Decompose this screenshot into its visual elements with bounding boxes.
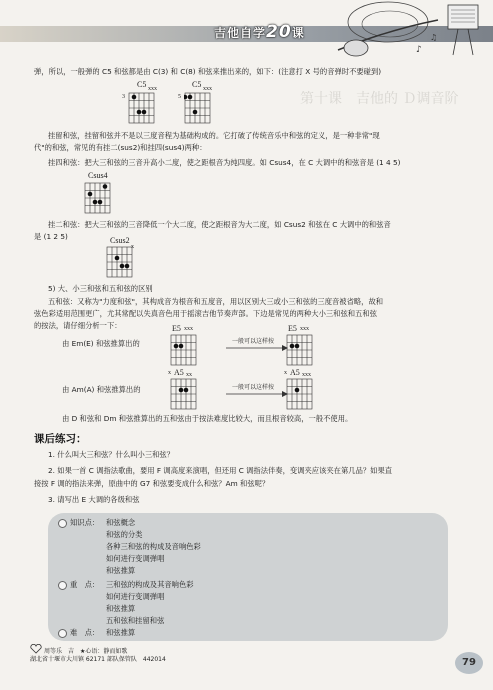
muted-marks: x bbox=[284, 370, 287, 376]
paragraph: 弦色彩适用范围更广，尤其常配以失真音色用于摇滚吉他节奏声部。下边是常见的两种大小三和弦和五和弦 bbox=[34, 309, 377, 318]
muted-marks: xxx bbox=[148, 86, 157, 92]
em-derivation-label: 由 Em(E) 和弦推算出的 bbox=[62, 339, 140, 348]
key-points-label: 重 点： bbox=[70, 580, 100, 589]
chord-name: E5 bbox=[288, 324, 297, 333]
am-derivation-label: 由 Am(A) 和弦推算出的 bbox=[62, 385, 141, 394]
exercise-question: 1. 什么叫大三和弦？什么叫小三和弦？ bbox=[48, 450, 175, 459]
chord-name: C5 bbox=[192, 80, 202, 89]
chord-diagram bbox=[286, 334, 316, 368]
muted-marks: xxx bbox=[302, 372, 311, 378]
summary-item: 各种三和弦的构成及音响色彩 bbox=[106, 542, 201, 551]
paragraph: 挂留和弦，挂留和弦并不是以三度音程为基础构成的。它打破了传统音乐中和弦的定义，是一种非常"现 bbox=[48, 131, 380, 140]
guitar-music-illustration bbox=[318, 0, 493, 62]
exercise-question: 3. 请写出 E 大调的各级和弦 bbox=[48, 495, 140, 504]
arrow-caption: 一般可以这样按 bbox=[232, 384, 275, 391]
muted-marks: xxx bbox=[300, 326, 309, 332]
bullet-icon bbox=[58, 519, 67, 528]
chord-diagram bbox=[84, 182, 114, 216]
summary-item: 和弦概念 bbox=[106, 518, 136, 527]
chord-diagram bbox=[106, 246, 136, 280]
summary-item: 如何进行变调弹唱 bbox=[106, 554, 165, 563]
paragraph: 是 (1 2 5) bbox=[34, 232, 68, 241]
lesson-summary-box bbox=[48, 513, 448, 641]
arrow-caption: 一般可以这样按 bbox=[232, 338, 275, 345]
title-suffix: 课 bbox=[291, 26, 305, 40]
chord-diagram bbox=[170, 334, 200, 368]
footer-line: 湖北省十堰市大川镇 62171 部队保管队 442014 bbox=[30, 656, 166, 663]
summary-item: 和弦推算 bbox=[106, 628, 136, 637]
chord-name: C5 bbox=[137, 80, 147, 89]
paragraph: 五和弦：又称为"力度和弦"，其构成音为根音和五度音，用以区别大三或小三和弦的三度音被省略，故和 bbox=[48, 297, 384, 306]
summary-item: 三和弦的构成及其音响色彩 bbox=[106, 580, 194, 589]
paragraph: 代"的和弦，常见的有挂二(sus2)和挂四(sus4)两种： bbox=[34, 143, 207, 152]
fret-number: 5 bbox=[178, 94, 181, 100]
chord-name: E5 bbox=[172, 324, 181, 333]
knowledge-label: 知识点： bbox=[70, 518, 100, 527]
chord-diagram bbox=[286, 378, 316, 412]
section-heading: 5) 大、小三和弦和五和弦的区别 bbox=[48, 284, 153, 293]
book-title bbox=[214, 22, 305, 42]
fret-number: 3 bbox=[122, 94, 125, 100]
paragraph: 由 D 和弦和 Dm 和弦推算出的五和弦由于按法难度比较大，而且根音较高，一般不使用。 bbox=[62, 414, 353, 423]
footer-text bbox=[30, 648, 166, 664]
chord-name: Csus4 bbox=[88, 171, 108, 180]
chord-diagram bbox=[128, 92, 158, 126]
title-prefix: 吉他自学 bbox=[214, 26, 267, 40]
footer-line: 周等乐 吉 ★心语：静而如歌 bbox=[44, 648, 128, 655]
difficulty-label: 难 点： bbox=[70, 628, 100, 637]
svg-text:♪: ♪ bbox=[416, 45, 422, 55]
muted-marks: xxx bbox=[203, 86, 212, 92]
page-header bbox=[0, 0, 493, 62]
muted-marks: xx bbox=[186, 372, 192, 378]
chord-diagram bbox=[184, 92, 214, 126]
exercise-heading: 课后练习： bbox=[34, 433, 87, 445]
paragraph: 的按法，请仔细分析一下： bbox=[34, 321, 122, 330]
exercise-question: 2. 如果一首 C 调指法歌曲，要用 F 调高度来演唱，但还用 C 调指法伴奏，变调夹应该夹在第几品？如果直 bbox=[48, 466, 393, 475]
bullet-icon bbox=[58, 581, 67, 590]
paragraph: 挂二和弦：把大三和弦的三音降低一个大二度，使之距根音为大二度，如 Csus2 和弦在 C 大调中的和弦音 bbox=[48, 220, 391, 229]
chord-name: A5 bbox=[174, 368, 184, 377]
exercise-question: 接按 F 调的指法来弹，原曲中的 G7 和弦要变成什么和弦？Am 和弦呢？ bbox=[34, 479, 270, 488]
muted-marks: x bbox=[131, 244, 134, 250]
summary-item: 如何进行变调弹唱 bbox=[106, 592, 165, 601]
chord-name: Csus2 bbox=[110, 236, 130, 245]
summary-item: 和弦推算 bbox=[106, 604, 136, 613]
chord-name: A5 bbox=[290, 368, 300, 377]
title-number: 20 bbox=[266, 22, 292, 42]
muted-marks: x bbox=[168, 370, 171, 376]
chord-diagram bbox=[170, 378, 200, 412]
svg-text:♫: ♫ bbox=[430, 33, 438, 42]
bullet-icon bbox=[58, 629, 67, 638]
summary-item: 和弦推算 bbox=[106, 566, 136, 575]
page-number: 79 bbox=[455, 652, 483, 674]
paragraph: 挂四和弦：把大三和弦的三音升高小二度，使之距根音为纯四度。如 Csus4，在 C 大调中的和弦音是 (1 4 5) bbox=[48, 158, 401, 167]
faded-bleedthrough-text: 第十课 吉他的 Ｄ调音阶 bbox=[300, 91, 459, 107]
muted-marks: xxx bbox=[184, 326, 193, 332]
summary-item: 五和弦和挂留和弦 bbox=[106, 616, 165, 625]
paragraph: 弹，所以，一般弹的 C5 和弦都是由 C(3) 和 C(8) 和弦来推出来的，如下：(注意打 X 号的音弹时不要碰到) bbox=[34, 67, 382, 76]
summary-item: 和弦的分类 bbox=[106, 530, 143, 539]
